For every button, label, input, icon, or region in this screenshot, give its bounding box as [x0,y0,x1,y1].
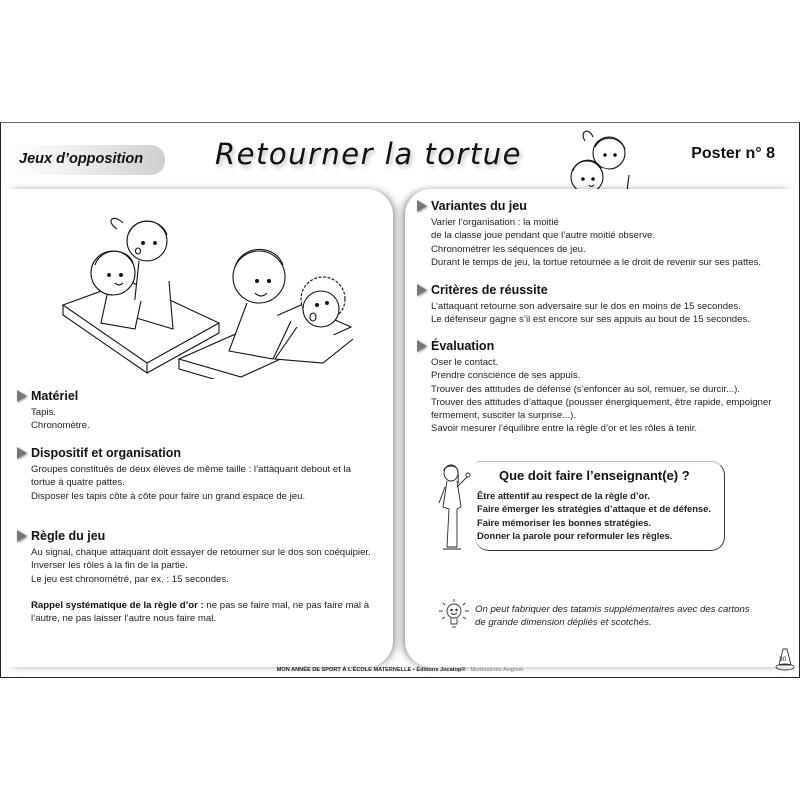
triangle-play-icon [417,200,427,212]
lightbulb-icon [437,597,471,633]
triangle-play-icon [417,340,427,352]
section-body: Au signal, chaque attaquant doit essayer de retourner sur le dos son coéquipier. Inverser les rôles à la fin de la partie. Le jeu est chronométré, par ex. : 15 secondes. Rappel systématique de la règle d’or : ne pas se faire mal, ne pas faire mal à l’autre, ne pas laisser l’autre nous faire mal. [17,546,387,625]
section-body: L’attaquant retourne son adversaire sur le dos en moins de 15 secondes. Le défenseur gagne s’il est encore sur ses appuis au bout de 15 secondes. [431,301,750,326]
category-label: Jeux d’opposition [19,151,144,167]
page-number-marker [775,647,795,671]
page-footer: MON ANNÉE DE SPORT À L’ÉCOLE MATERNELLE • Éditions Jocatop® - Morières-lès-Avignon [276,667,524,673]
section-body: Varier l’organisation : la moitié de la classe joue pendant que l’autre moitié observe. Chronométrer les séquences de jeu. Durant le temps de jeu, la tortue retournée a le droit de revenir sur ses pattes. [431,217,762,268]
teacher-callout-list [477,489,711,543]
section-regle-du-jeu [17,529,387,625]
teacher-callout-title: Que doit faire l’enseignant(e) ? [499,468,690,483]
section-body: Groupes constitués de deux élèves de même taille : l’attaquant debout et la tortue à quatre pattes. Disposer les tapis côte à côte pour faire un grand espace de jeu. [31,464,351,502]
poster-page [0,122,800,678]
section-heading: Matériel [17,389,387,403]
list-item: Faire mémoriser les bonnes stratégies. [477,516,652,528]
section-heading: Variantes du jeu [417,199,787,213]
tip-text: On peut fabriquer des tatamis supplémentaires avec des cartons de grande dimension dépliés et scotchés. [475,604,750,628]
list-item: Faire émerger les stratégies d’attaque et de défense. [477,503,711,515]
triangle-play-icon [17,530,27,542]
section-materiel [17,389,387,433]
list-item: Donner la parole pour reformuler les règles. [477,530,673,542]
section-body: Tapis. Chronomètre. [31,407,90,432]
right-panel [405,189,793,667]
triangle-play-icon [17,447,27,459]
section-body: Oser le contact. Prendre conscience de ses appuis. Trouver des attitudes de défense (s’enfoncer au sol, remuer, se durcir...). Trouver des attitudes d’attaque (pousser énergiquement, être rapide, empoigner fermement, susciter la surprise...). Savoir mesurer l’équilibre entre la règle d’or et les rôles à tenir. [431,357,772,435]
page-number: 30 [779,656,787,663]
section-heading: Dispositif et organisation [17,446,387,460]
page-title: Retourner la tortue [215,137,522,171]
triangle-play-icon [17,390,27,402]
section-evaluation [417,339,793,436]
category-tag [7,145,165,175]
teacher-callout [475,461,725,551]
list-item: Être attentif au respect de la règle d’or. [477,490,650,501]
section-dispositif [17,446,387,503]
section-heading: Critères de réussite [417,283,787,297]
golden-rule-reminder: Rappel systématique de la règle d’or : ne pas se faire mal, ne pas faire mal à [31,599,370,611]
section-heading: Évaluation [417,339,793,353]
poster-number: Poster n° 8 [691,145,775,162]
section-heading: Règle du jeu [17,529,387,543]
section-criteres [417,283,787,327]
kids-on-mats-illustration [61,211,383,379]
triangle-play-icon [417,284,427,296]
teacher-illustration [437,463,473,553]
section-variantes [417,199,787,269]
left-panel [7,189,393,667]
